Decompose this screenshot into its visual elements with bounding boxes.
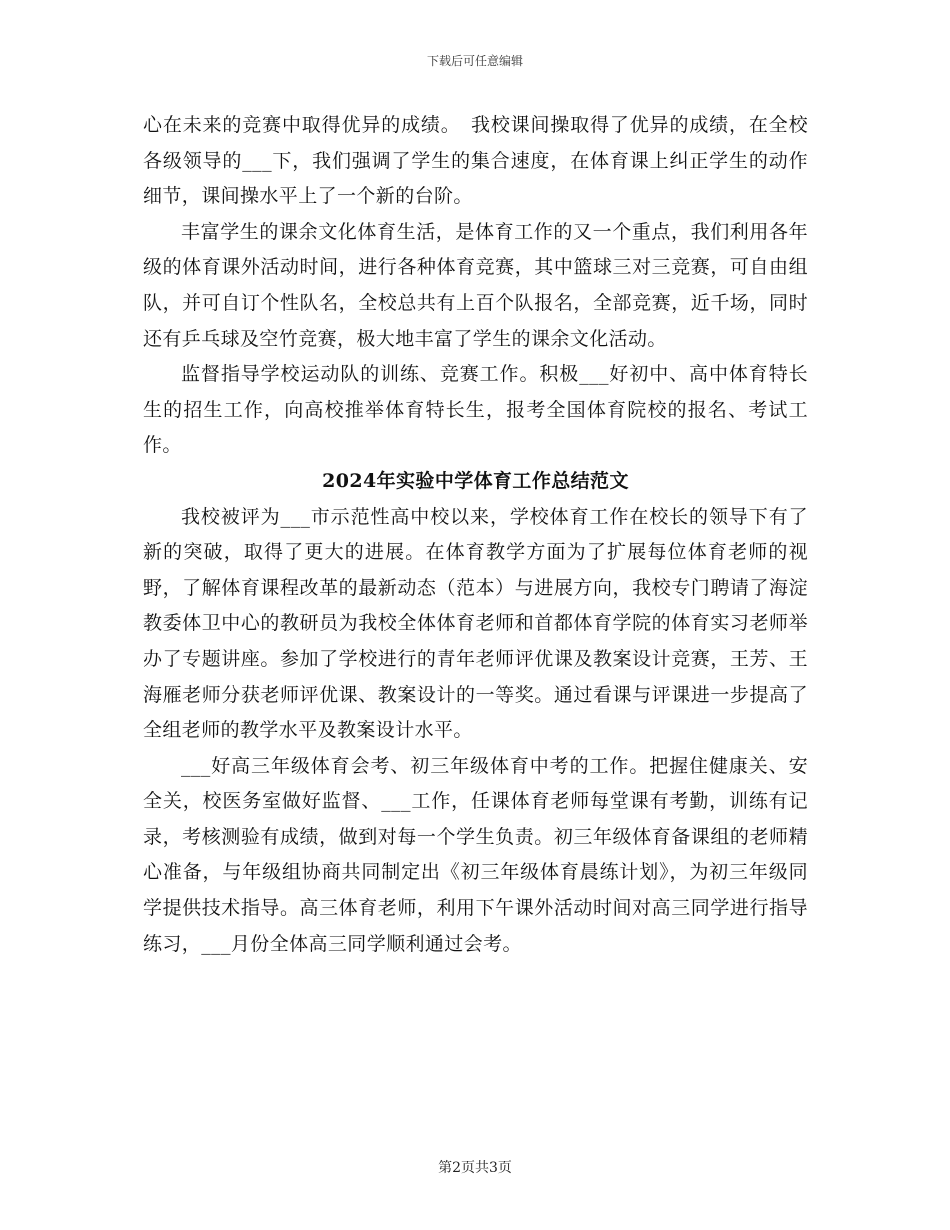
paragraph-2: 丰富学生的课余文化体育生活，是体育工作的又一个重点，我们利用各年级的体育课外活动时间，进行各种体育竞赛，其中篮球三对三竞赛，可自由组队，并可自订个性队名，全校总共有上百个队报名，全部竞赛，近千场，同时还有乒乓球及空竹竞赛，极大地丰富了学生的课余文化活动。 bbox=[143, 220, 808, 350]
document-body bbox=[143, 108, 808, 962]
paragraph-3: 监督指导学校运动队的训练、竞赛工作。积极___好初中、高中体育特长生的招生工作，向高校推举体育特长生，报考全国体育院校的报名、考试工作。 bbox=[143, 363, 808, 457]
paragraph-5: ___好高三年级体育会考、初三年级体育中考的工作。把握住健康关、安全关，校医务室做好监督、___工作，任课体育老师每堂课有考勤，训练有记录，考核测验有成绩，做到对每一个学生负责。初三年级体育备课组的老师精心准备，与年级组协商共同制定出《初三年级体育晨练计划》，为初三年级同学提供技术指导。高三体育老师，利用下午课外活动时间对高三同学进行指导练习，___月份全体高三同学顺利通过会考。 bbox=[143, 754, 808, 955]
page-header-note: 下载后可任意编辑 bbox=[426, 54, 523, 68]
paragraph-4: 我校被评为___市示范性高中校以来，学校体育工作在校长的领导下有了新的突破，取得了更大的进展。在体育教学方面为了扩展每位体育老师的视野，了解体育课程改革的最新动态（范本）与进展方向，我校专门聘请了海淀教委体卫中心的教研员为我校全体体育老师和首都体育学院的体育实习老师举办了专题讲座。参加了学校进行的青年老师评优课及教案设计竞赛，王芳、王海雁老师分获老师评优课、教案设计的一等奖。通过看课与评课进一步提高了全组老师的教学水平及教案设计水平。 bbox=[143, 505, 808, 742]
page-number: 第2页共3页 bbox=[438, 1160, 512, 1176]
paragraph-1: 心在未来的竞赛中取得优异的成绩。 我校课间操取得了优异的成绩，在全校各级领导的___下，我们强调了学生的集合速度，在体育课上纠正学生的动作细节，课间操水平上了一个新的台阶。 bbox=[143, 114, 808, 208]
section-title: 2024年实验中学体育工作总结范文 bbox=[322, 469, 629, 492]
